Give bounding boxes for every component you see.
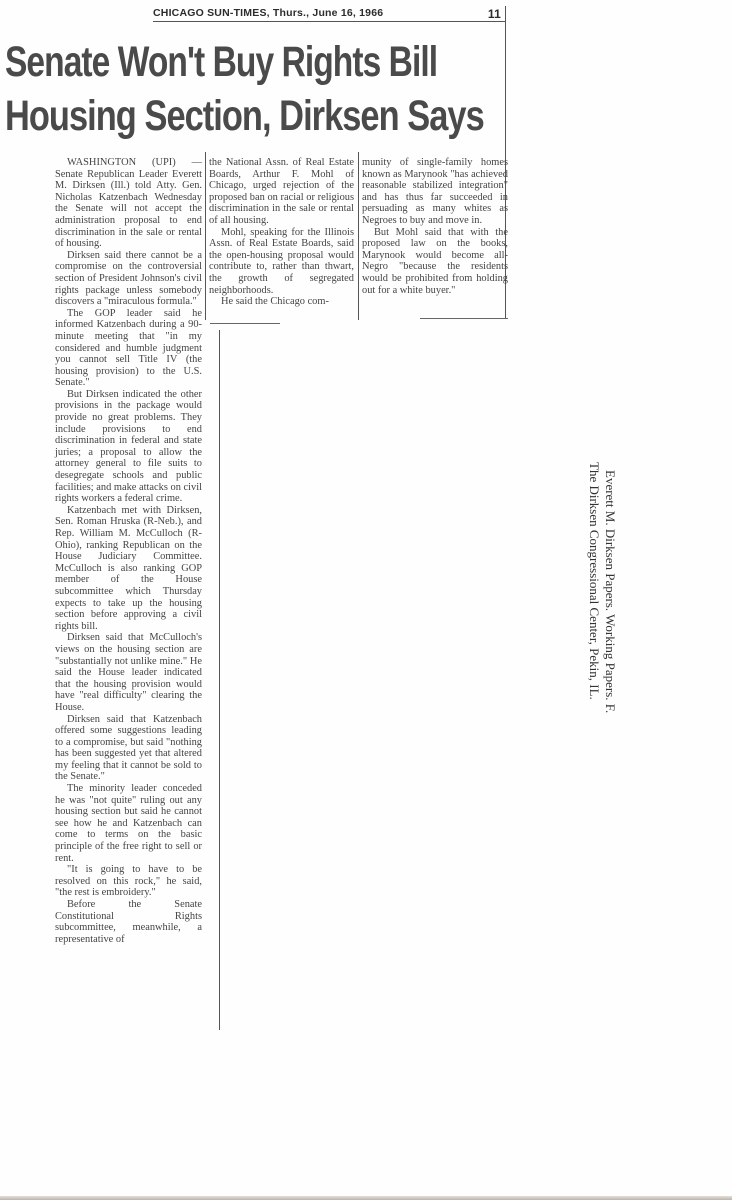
- paragraph: The GOP leader said he informed Katzenbach during a 90-minute meeting that "in my considered and humble judgment you cannot sell Title IV (the housing provision) to the U.S. Senate.": [55, 307, 202, 389]
- article-column-3: [362, 157, 508, 296]
- headline: [5, 35, 484, 143]
- paragraph: the National Assn. of Real Estate Boards, Arthur F. Mohl of Chicago, urged rejection of the proposed ban on racial or religious discrimination in the sale or rental of all housing.: [209, 157, 354, 226]
- masthead: [153, 7, 505, 22]
- article-column-1: [55, 157, 202, 945]
- paragraph: The minority leader conceded he was "not quite" ruling out any housing section but said he cannot see how he and Katzenbach can come to terms on the basic principle of the free right to sell or rent.: [55, 783, 202, 864]
- paragraph: He said the Chicago com-: [221, 296, 329, 308]
- headline-line-1: Senate Won't Buy Rights Bill: [5, 38, 438, 86]
- paragraph: Mohl, speaking for the Illinois Assn. of Real Estate Boards, said the open-housing proposal would contribute to, rather than thwart, the growth of segregated neighborhoods.: [209, 226, 354, 296]
- archive-attribution-line-2: The Dirksen Congressional Center, Pekin, IL.: [587, 462, 602, 700]
- paragraph: But Mohl said that with the proposed law on the books, Marynook would become all-Negro "because the residents would be prohibited from holding out for a white buyer.": [362, 226, 508, 296]
- paragraph: Dirksen said that McCulloch's views on the housing section are "substantially not unlike mine." He said the House leader indicated that the housing provision would have "real difficulty" clearing the House.: [55, 632, 202, 713]
- paragraph: Before the Senate Constitutional Rights subcommittee, meanwhile, a representative of: [55, 899, 202, 945]
- page-number: 11: [487, 7, 501, 21]
- column-divider: [358, 152, 359, 320]
- column-divider: [219, 330, 220, 1030]
- column-end-rule: [210, 323, 280, 324]
- column-divider: [205, 152, 206, 320]
- column-end-rule: [420, 318, 508, 319]
- headline-line-2: Housing Section, Dirksen Says: [5, 92, 484, 140]
- article-column-2: [209, 157, 354, 308]
- paragraph: Dirksen said there cannot be a compromise on the controversial section of President Johnson's civil rights package unless somebody discovers a "miraculous formula.": [55, 249, 202, 308]
- paragraph: WASHINGTON (UPI) — Senate Republican Leader Everett M. Dirksen (Ill.) told Atty. Gen. Nicholas Katzenbach Wednesday the Senate will not accept the administration proposal to end discrimination in the sale or rental of housing.: [55, 157, 202, 250]
- archive-attribution: [586, 462, 618, 714]
- paragraph: "It is going to have to be resolved on this rock," he said, "the rest is embroidery.": [55, 864, 202, 899]
- paragraph: But Dirksen indicated the other provisions in the package would provide no great problems. They include provisions to end discrimination in federal and state juries; a proposal to allow the attorney general to file suits to desegregate schools and public facilities; and make attacks on civil rights workers a federal crime.: [55, 388, 202, 505]
- paragraph: Katzenbach met with Dirksen, Sen. Roman Hruska (R-Neb.), and Rep. William M. McCulloch (R-Ohio), ranking Republican on the House Judiciary Committee. McCulloch is also ranking GOP member of the House subcommittee which Thursday expects to take up the housing section before approving a civil rights bill.: [55, 504, 202, 632]
- page-bottom-edge: [0, 1196, 732, 1200]
- archive-attribution-line-1: Everett M. Dirksen Papers. Working Papers. F.: [603, 470, 618, 714]
- paragraph: Dirksen said that Katzenbach offered some suggestions leading to a compromise, but said "nothing has been suggested yet that altered my feeling that it cannot be sold to the Senate.": [55, 713, 202, 783]
- publication-dateline: CHICAGO SUN-TIMES, Thurs., June 16, 1966: [153, 7, 384, 19]
- paragraph: munity of single-family homes known as Marynook "has achieved reasonable stabilized integration" and has thus far succeeded in persuading as many whites as Negroes to buy and move in.: [362, 157, 508, 226]
